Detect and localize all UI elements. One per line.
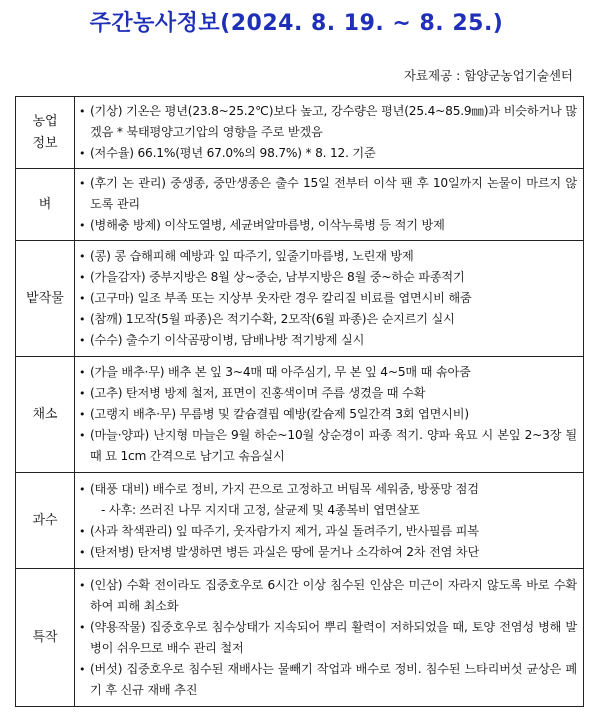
list-item: • (고추) 탄저병 방제 철저, 표면이 진홍색이며 주름 생겼을 때 수확 <box>79 383 577 404</box>
list-item: • (약용작물) 집중호우로 침수상태가 지속되어 뿌리 활력이 저하되었을 때, 토양 전염성 병해 발병이 쉬우므로 배수 관리 철저 <box>79 617 577 659</box>
section-row-vegetables <box>16 357 584 473</box>
page-title: 주간농사정보(2024. 8. 19. ~ 8. 25.) <box>89 11 504 36</box>
content-cell <box>75 97 584 169</box>
list-item: • (병해충 방제) 이삭도열병, 세균벼알마름병, 이삭누룩병 등 적기 방제 <box>79 215 577 236</box>
item-list <box>79 479 577 563</box>
list-item: • (가을 배추·무) 배추 본 잎 3~4매 때 아주심기, 무 본 잎 4~5매 때 솎아줌 <box>79 362 577 383</box>
section-row-field-crops <box>16 241 584 357</box>
list-item: • (가을감자) 중부지방은 8월 상~중순, 남부지방은 8월 중~하순 파종적기 <box>79 267 577 288</box>
item-list <box>79 101 577 164</box>
category-label: 특작 <box>32 629 58 645</box>
category-label: 농업 <box>32 113 58 129</box>
list-item: • (버섯) 집중호우로 침수된 재배사는 물빼기 작업과 배수로 정비. 침수된 느타리버섯 균상은 폐기 후 신규 재배 추진 <box>79 659 577 701</box>
list-subitem: - 사후: 쓰러진 나무 지지대 고정, 살균제 및 4종복비 엽면살포 <box>101 502 420 517</box>
list-item: • (저수율) 66.1%(평년 67.0%의 98.7%) * 8. 12. 기준 <box>79 143 577 164</box>
list-item: • (후기 논 관리) 중생종, 중만생종은 출수 15일 전부터 이삭 팬 후 10일까지 논물이 마르지 않도록 관리 <box>79 173 577 215</box>
list-item: • (콩) 콩 습해피해 예방과 잎 따주기, 잎줄기마름병, 노린재 방제 <box>79 246 577 267</box>
list-item: • (수수) 출수기 이삭곰팡이병, 담배나방 적기방제 실시 <box>79 330 577 351</box>
list-item: • (고구마) 일조 부족 또는 지상부 웃자란 경우 칼리질 비료를 엽면시비 해줌 <box>79 288 577 309</box>
category-label: 벼 <box>38 196 52 212</box>
list-item: • (탄저병) 탄저병 발생하면 병든 과실은 땅에 묻거나 소각하여 2차 전염 차단 <box>79 542 577 563</box>
list-item: • (참깨) 1모작(5월 파종)은 적기수확, 2모작(6월 파종)은 순지르기 실시 <box>79 309 577 330</box>
item-list <box>79 575 577 701</box>
list-item: • (인삼) 수확 전이라도 집중호우로 6시간 이상 침수된 인삼은 미근이 자라지 않도록 바로 수확하여 피해 최소화 <box>79 575 577 617</box>
list-item: • (고랭지 배추·무) 무름병 및 칼슘결핍 예방(칼슘제 5일간격 3회 엽면시비) <box>79 404 577 425</box>
list-item: • (기상) 기온은 평년(23.8~25.2℃)보다 높고, 강수량은 평년(25.4~85.9㎜)과 비슷하거나 많겠음 * 북태평양고기압의 영향을 주로 받겠음 <box>79 101 577 143</box>
category-cell <box>16 169 75 241</box>
list-item: • (마늘·양파) 난지형 마늘은 9월 하순~10월 상순경이 파종 적기. 양파 육묘 시 본잎 2~3장 될 때 묘 1cm 간격으로 남기고 솎음실시 <box>79 425 577 467</box>
farming-info-table <box>15 96 584 707</box>
category-label: 과수 <box>32 512 58 528</box>
list-item: • (태풍 대비) 배수로 정비, 가지 끈으로 고정하고 버팀목 세워줌, 방풍망 점검 <box>79 479 577 500</box>
category-label: 채소 <box>32 406 58 422</box>
category-cell <box>16 569 75 707</box>
section-row-special-crops <box>16 569 584 707</box>
content-cell <box>75 241 584 357</box>
content-cell <box>75 473 584 569</box>
item-list <box>79 362 577 467</box>
section-row-fruit-trees <box>16 473 584 569</box>
source-credit: 자료제공 : 함양군농업기술센터 <box>403 68 573 83</box>
section-row-rice <box>16 169 584 241</box>
content-cell <box>75 169 584 241</box>
category-cell <box>16 357 75 473</box>
content-cell <box>75 569 584 707</box>
section-row-agri-info <box>16 97 584 169</box>
category-cell <box>16 473 75 569</box>
category-label: 밭작물 <box>26 290 64 306</box>
item-list <box>79 173 577 236</box>
category-cell <box>16 97 75 169</box>
category-cell <box>16 241 75 357</box>
content-cell <box>75 357 584 473</box>
category-label: 정보 <box>32 135 58 151</box>
item-list <box>79 246 577 351</box>
list-item: • (사과 착색관리) 잎 따주기, 웃자람가지 제거, 과실 돌려주기, 반사필름 피복 <box>79 521 577 542</box>
